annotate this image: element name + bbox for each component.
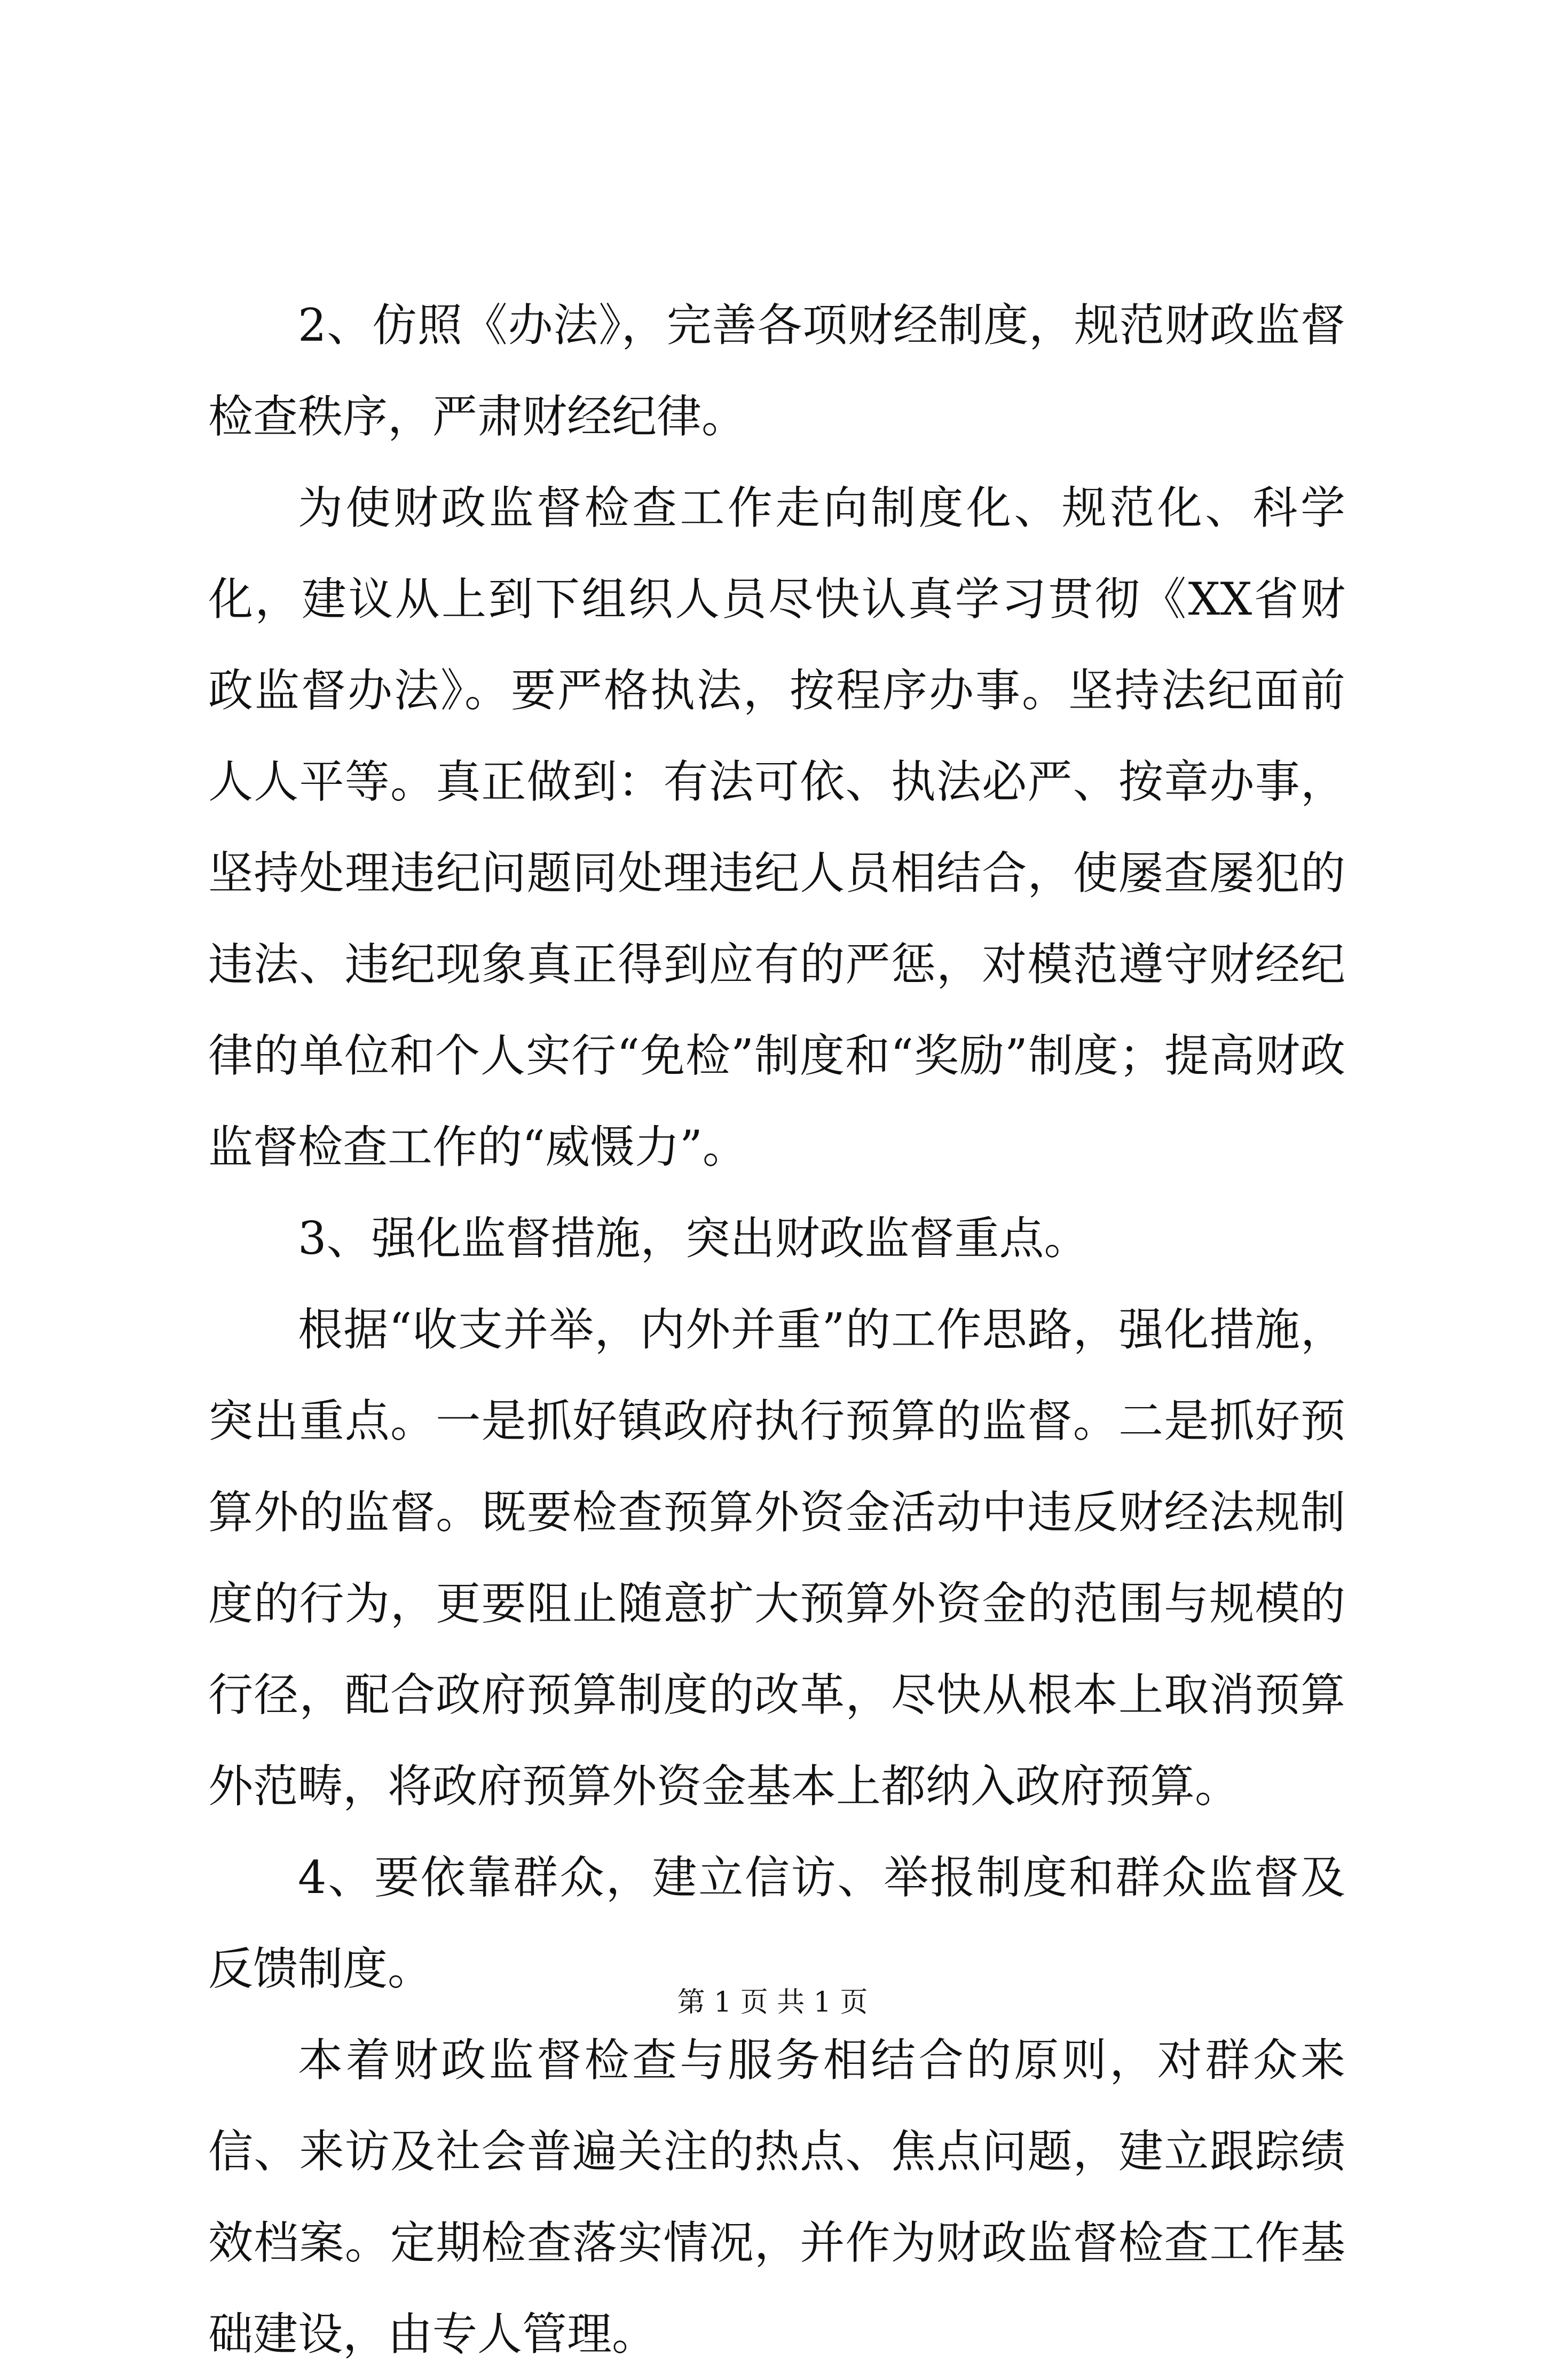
paragraph-body: 为使财政监督检查工作走向制度化、规范化、科学化，建议从上到下组织人员尽快认真学习贯彻《XX省财政监督办法》。要严格执法，按程序办事。坚持法纪面前人人平等。真正做到：有法可依、执法必严、按章办事，坚持处理违纪问题同处理违纪人员相结合，使屡查屡犯的违法、违纪现象真正得到应有的严惩，对模范遵守财经纪律的单位和个人实行“免检”制度和“奖励”制度；提高财政监督检查工作的“威慑力”。 [208, 482, 1345, 1173]
document-body [208, 280, 1345, 2380]
page-footer: 第 1 页 共 1 页 [677, 1986, 868, 2018]
paragraph-body: 根据“收支并举，内外并重”的工作思路，强化措施，突出重点。一是抓好镇政府执行预算的监督。二是抓好预算外的监督。既要检查预算外资金活动中违反财经法规制度的行为，更要阻止随意扩大预算外资金的范围与规模的行径，配合政府预算制度的改革，尽快从根本上取消预算外范畴，将政府预算外资金基本上都纳入政府预算。 [208, 1303, 1345, 1812]
paragraph-heading-3: 3、强化监督措施，突出财政监督重点。 [298, 1212, 1089, 1264]
paragraph-heading-4: 4、要依靠群众，建立信访、举报制度和群众监督及反馈制度。 [208, 1851, 1345, 1995]
paragraph-heading-2: 2、仿照《办法》，完善各项财经制度，规范财政监督检查秩序，严肃财经纪律。 [208, 299, 1345, 443]
paragraph-body: 本着财政监督检查与服务相结合的原则，对群众来信、来访及社会普遍关注的热点、焦点问题，建立跟踪绩效档案。定期检查落实情况，并作为财政监督检查工作基础建设，由专人管理。 [208, 2034, 1345, 2360]
